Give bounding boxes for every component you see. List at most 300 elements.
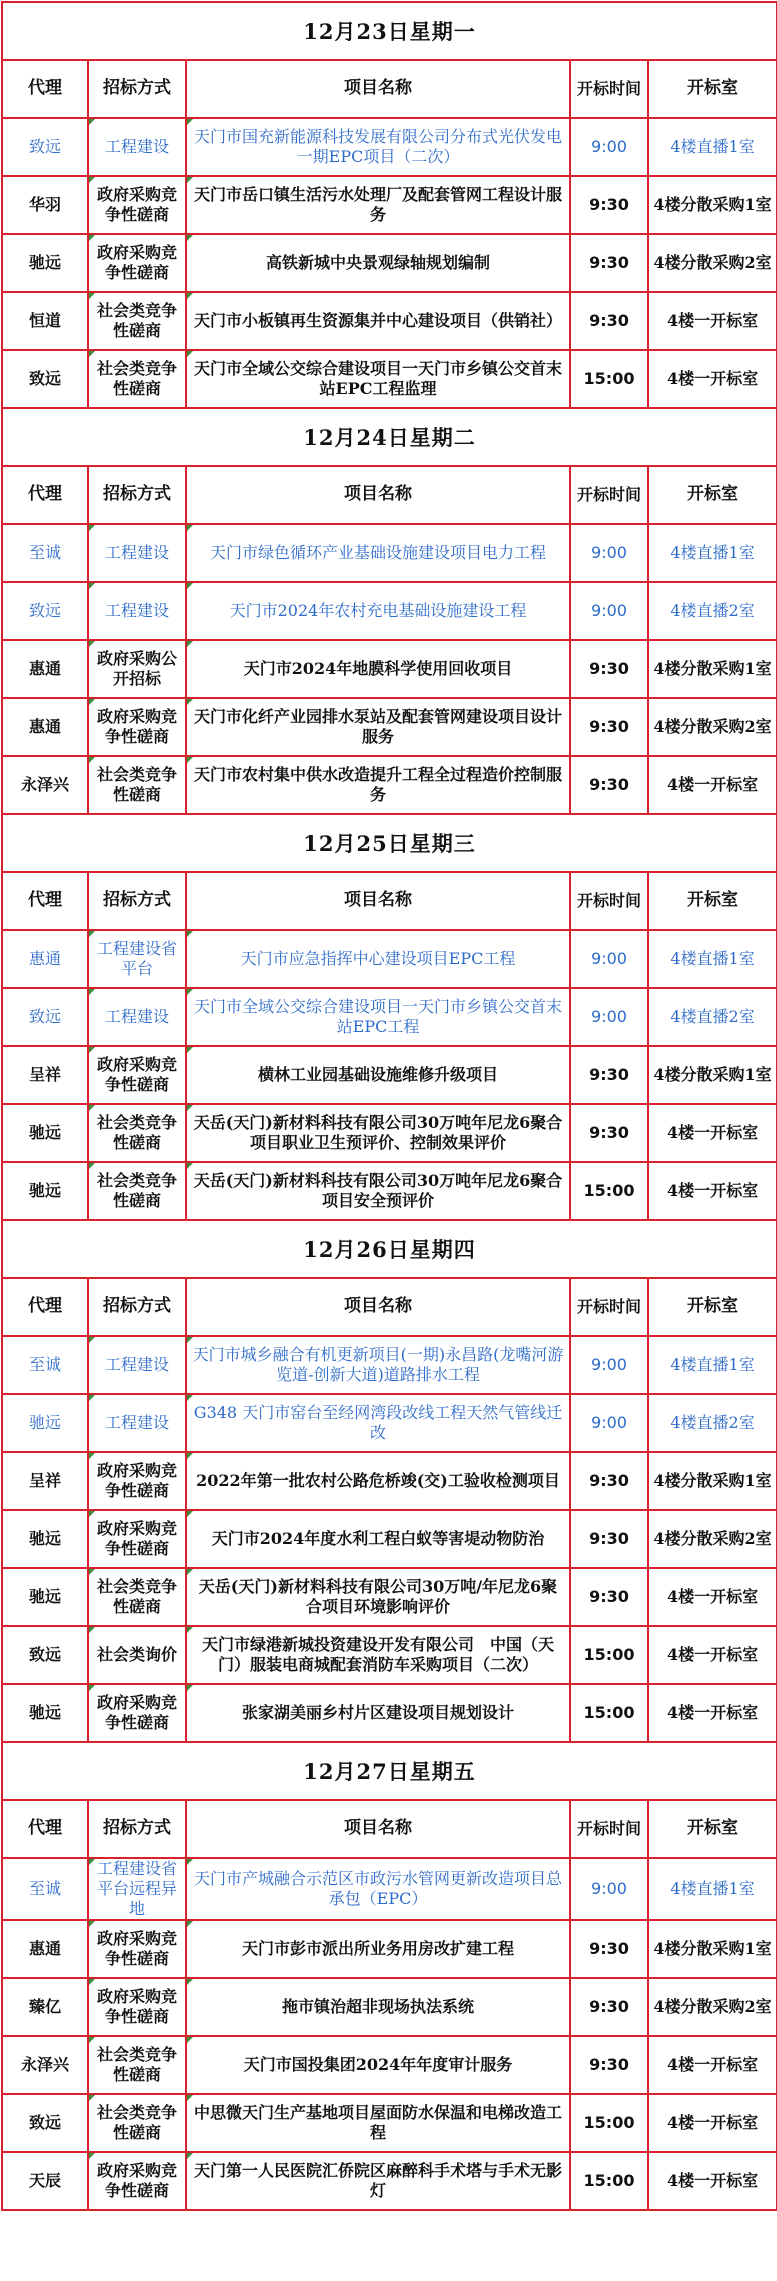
cell-text: 天岳(天门)新材料科技有限公司30万吨年尼龙6聚合项目安全预评价 (193, 1171, 563, 1210)
cell-agent (2, 2094, 88, 2152)
cell-text: 政府采购竞争性磋商 (96, 1987, 177, 2026)
cell-text: 驰远 (28, 1529, 61, 1548)
cell-room (648, 1046, 777, 1104)
cell-text: 天门市产城融合示范区市政污水管网更新改造项目总承包（EPC） (193, 1869, 562, 1908)
table-row (2, 1394, 777, 1452)
cell-agent (2, 1510, 88, 1568)
header-time: 开标时间 (570, 1278, 648, 1336)
cell-text: 社会类竞争性磋商 (96, 2045, 177, 2084)
cell-time (570, 930, 648, 988)
cell-corner-marker-icon (89, 119, 95, 125)
cell-time (570, 1162, 648, 1220)
cell-time (570, 2152, 648, 2210)
cell-agent (2, 234, 88, 292)
cell-time (570, 1626, 648, 1684)
header-method: 招标方式 (88, 1278, 186, 1336)
cell-time (570, 988, 648, 1046)
day-title: 12月26日星期四 (2, 1220, 777, 1278)
cell-text: 4楼分散采购1室 (653, 659, 772, 678)
cell-text: 工程建设 (104, 1355, 169, 1374)
cell-project (186, 292, 570, 350)
header-room: 开标室 (648, 872, 777, 930)
cell-time (570, 2036, 648, 2094)
cell-text: 驰远 (28, 253, 61, 272)
cell-project (186, 1920, 570, 1978)
column-header-row (2, 466, 777, 524)
cell-text: 9:00 (591, 137, 627, 156)
cell-project (186, 1684, 570, 1742)
cell-text: 天门第一人民医院汇侨院区麻醉科手术塔与手术无影灯 (193, 2161, 562, 2200)
cell-text: 社会类竞争性磋商 (96, 2103, 177, 2142)
cell-corner-marker-icon (187, 2153, 193, 2159)
cell-corner-marker-icon (187, 1685, 193, 1691)
cell-text: 永泽兴 (20, 775, 69, 794)
cell-method (88, 234, 186, 292)
cell-time (570, 234, 648, 292)
cell-text: 驰远 (28, 1123, 61, 1142)
cell-corner-marker-icon (187, 1921, 193, 1927)
cell-text: 天门市2024年地膜科学使用回收项目 (243, 659, 513, 678)
day-banner-row (2, 814, 777, 872)
cell-text: 政府采购竞争性磋商 (96, 2161, 177, 2200)
cell-project (186, 2094, 570, 2152)
cell-corner-marker-icon (89, 1569, 95, 1575)
cell-text: 4楼一开标室 (666, 369, 759, 388)
cell-corner-marker-icon (187, 1511, 193, 1517)
cell-text: 政府采购竞争性磋商 (96, 185, 177, 224)
cell-method (88, 1104, 186, 1162)
cell-time (570, 640, 648, 698)
cell-corner-marker-icon (187, 525, 193, 531)
cell-text: 华羽 (28, 195, 61, 214)
cell-agent (2, 1336, 88, 1394)
cell-method (88, 176, 186, 234)
cell-text: 社会类询价 (96, 1645, 177, 1664)
cell-text: 9:00 (591, 543, 627, 562)
cell-text: 天门市农村集中供水改造提升工程全过程造价控制服务 (193, 765, 562, 804)
cell-room (648, 2152, 777, 2210)
cell-text: 呈祥 (28, 1471, 61, 1490)
cell-project (186, 640, 570, 698)
cell-method (88, 640, 186, 698)
cell-room (648, 1978, 777, 2036)
cell-corner-marker-icon (89, 583, 95, 589)
cell-agent (2, 2036, 88, 2094)
cell-corner-marker-icon (89, 1105, 95, 1111)
header-method: 招标方式 (88, 60, 186, 118)
cell-text: 工程建设 (104, 137, 169, 156)
cell-corner-marker-icon (89, 235, 95, 241)
header-time: 开标时间 (570, 60, 648, 118)
cell-agent (2, 2152, 88, 2210)
cell-text: 天门市绿港新城投资建设开发有限公司 中国（天门）服装电商城配套消防车采购项目（二次） (201, 1635, 554, 1674)
cell-text: 天门市应急指挥中心建设项目EPC工程 (240, 949, 516, 968)
table-row (2, 1336, 777, 1394)
cell-room (648, 118, 777, 176)
cell-text: 天岳(天门)新材料科技有限公司30万吨/年尼龙6聚合项目环境影响评价 (198, 1577, 558, 1616)
cell-text: 社会类竞争性磋商 (96, 301, 177, 340)
cell-project (186, 176, 570, 234)
table-row (2, 698, 777, 756)
cell-text: 4楼一开标室 (666, 2055, 759, 2074)
cell-text: 至诚 (28, 543, 61, 562)
table-row (2, 2094, 777, 2152)
cell-text: 15:00 (583, 369, 635, 388)
cell-text: 社会类竞争性磋商 (96, 359, 177, 398)
cell-method (88, 1920, 186, 1978)
table-row (2, 988, 777, 1046)
cell-text: 高铁新城中央景观绿轴规划编制 (265, 253, 490, 272)
cell-text: 4楼直播1室 (670, 949, 755, 968)
cell-method (88, 1336, 186, 1394)
cell-agent (2, 118, 88, 176)
cell-text: 4楼分散采购1室 (653, 1065, 772, 1084)
cell-corner-marker-icon (89, 2095, 95, 2101)
cell-method (88, 118, 186, 176)
cell-text: 4楼一开标室 (666, 775, 759, 794)
cell-corner-marker-icon (89, 1921, 95, 1927)
cell-text: 驰远 (28, 1587, 61, 1606)
cell-project (186, 350, 570, 408)
bid-schedule-table (1, 1, 777, 2211)
cell-agent (2, 1394, 88, 1452)
table-row (2, 1568, 777, 1626)
table-row (2, 930, 777, 988)
table-row (2, 176, 777, 234)
cell-project (186, 118, 570, 176)
cell-text: 拖市镇治超非现场执法系统 (281, 1997, 474, 2016)
cell-text: 9:00 (591, 1355, 627, 1374)
day-title: 12月23日星期一 (2, 2, 777, 60)
cell-agent (2, 988, 88, 1046)
cell-corner-marker-icon (187, 1395, 193, 1401)
table-row (2, 292, 777, 350)
cell-project (186, 1858, 570, 1920)
cell-corner-marker-icon (187, 119, 193, 125)
cell-text: 工程建设 (104, 543, 169, 562)
cell-room (648, 1162, 777, 1220)
cell-time (570, 1046, 648, 1104)
cell-text: 致远 (28, 601, 61, 620)
cell-text: 4楼直播1室 (670, 543, 755, 562)
cell-text: 惠通 (28, 659, 61, 678)
table-row (2, 1626, 777, 1684)
cell-corner-marker-icon (89, 1047, 95, 1053)
cell-text: 致远 (28, 1007, 61, 1026)
cell-project (186, 698, 570, 756)
cell-corner-marker-icon (89, 351, 95, 357)
table-row (2, 756, 777, 814)
cell-text: 致远 (28, 2113, 61, 2132)
cell-text: 政府采购公开招标 (96, 649, 177, 688)
cell-text: G348 天门市窑台至经网湾段改线工程天然气管线迁改 (193, 1403, 563, 1442)
day-banner-row (2, 2, 777, 60)
cell-text: 9:30 (589, 195, 629, 214)
schedule-sheet (1, 1, 776, 2280)
cell-method (88, 350, 186, 408)
header-room: 开标室 (648, 1278, 777, 1336)
table-row (2, 640, 777, 698)
cell-text: 工程建设 (104, 601, 169, 620)
cell-text: 4楼一开标室 (666, 1123, 759, 1142)
cell-method (88, 988, 186, 1046)
cell-corner-marker-icon (89, 989, 95, 995)
cell-corner-marker-icon (89, 641, 95, 647)
cell-text: 工程建设 (104, 1007, 169, 1026)
cell-room (648, 292, 777, 350)
cell-text: 4楼一开标室 (666, 311, 759, 330)
cell-text: 4楼分散采购1室 (653, 1939, 772, 1958)
cell-agent (2, 1104, 88, 1162)
cell-text: 至诚 (28, 1355, 61, 1374)
table-row (2, 1858, 777, 1920)
cell-text: 15:00 (583, 1645, 635, 1664)
cell-text: 9:00 (591, 1413, 627, 1432)
table-row (2, 524, 777, 582)
cell-method (88, 756, 186, 814)
cell-text: 4楼一开标室 (666, 2171, 759, 2190)
cell-room (648, 1568, 777, 1626)
cell-text: 4楼直播1室 (670, 1879, 755, 1898)
cell-agent (2, 1452, 88, 1510)
cell-corner-marker-icon (187, 931, 193, 937)
cell-text: 政府采购竞争性磋商 (96, 1693, 177, 1732)
cell-room (648, 1626, 777, 1684)
cell-corner-marker-icon (187, 1569, 193, 1575)
cell-agent (2, 1978, 88, 2036)
cell-room (648, 1858, 777, 1920)
cell-text: 天门市化纤产业园排水泵站及配套管网建设项目设计服务 (193, 707, 562, 746)
cell-corner-marker-icon (89, 931, 95, 937)
cell-text: 9:30 (589, 1065, 629, 1084)
cell-corner-marker-icon (187, 1859, 193, 1865)
cell-method (88, 1858, 186, 1920)
cell-room (648, 1510, 777, 1568)
cell-corner-marker-icon (89, 1859, 95, 1865)
cell-time (570, 292, 648, 350)
cell-room (648, 524, 777, 582)
cell-corner-marker-icon (89, 1627, 95, 1633)
cell-corner-marker-icon (187, 1453, 193, 1459)
cell-method (88, 1626, 186, 1684)
cell-text: 9:30 (589, 1587, 629, 1606)
table-row (2, 1978, 777, 2036)
cell-project (186, 2036, 570, 2094)
cell-time (570, 1510, 648, 1568)
header-method: 招标方式 (88, 872, 186, 930)
cell-room (648, 1104, 777, 1162)
header-time: 开标时间 (570, 466, 648, 524)
header-agent: 代理 (2, 1800, 88, 1858)
column-header-row (2, 872, 777, 930)
cell-agent (2, 640, 88, 698)
cell-time (570, 1394, 648, 1452)
cell-text: 9:30 (589, 311, 629, 330)
cell-project (186, 988, 570, 1046)
cell-text: 9:30 (589, 1123, 629, 1142)
cell-text: 15:00 (583, 2113, 635, 2132)
cell-room (648, 1684, 777, 1742)
cell-text: 天门市小板镇再生资源集并中心建设项目（供销社） (193, 311, 562, 330)
cell-time (570, 698, 648, 756)
cell-text: 天门市2024年农村充电基础设施建设工程 (229, 601, 527, 620)
header-project: 项目名称 (186, 60, 570, 118)
cell-text: 天门市城乡融合有机更新项目(一期)永昌路(龙嘴河游览道-创新大道)道路排水工程 (192, 1345, 564, 1384)
cell-corner-marker-icon (187, 1627, 193, 1633)
cell-text: 驰远 (28, 1413, 61, 1432)
cell-room (648, 988, 777, 1046)
cell-method (88, 524, 186, 582)
header-room: 开标室 (648, 60, 777, 118)
cell-corner-marker-icon (187, 1047, 193, 1053)
cell-text: 4楼分散采购2室 (653, 1529, 772, 1548)
cell-text: 9:00 (591, 601, 627, 620)
cell-text: 横林工业园基础设施维修升级项目 (257, 1065, 498, 1084)
cell-project (186, 930, 570, 988)
header-agent: 代理 (2, 1278, 88, 1336)
cell-method (88, 1162, 186, 1220)
cell-corner-marker-icon (187, 177, 193, 183)
cell-text: 9:00 (591, 1007, 627, 1026)
cell-corner-marker-icon (89, 1685, 95, 1691)
bid-schedule-body (2, 2, 777, 2210)
cell-corner-marker-icon (187, 757, 193, 763)
day-banner-row (2, 1220, 777, 1278)
cell-text: 政府采购竞争性磋商 (96, 243, 177, 282)
cell-corner-marker-icon (187, 1979, 193, 1985)
cell-text: 工程建设省平台远程异地 (96, 1859, 177, 1918)
cell-method (88, 1568, 186, 1626)
cell-project (186, 582, 570, 640)
cell-text: 天门市绿色循环产业基础设施建设项目电力工程 (209, 543, 546, 562)
table-row (2, 582, 777, 640)
cell-room (648, 1336, 777, 1394)
cell-text: 社会类竞争性磋商 (96, 1577, 177, 1616)
cell-text: 驰远 (28, 1181, 61, 1200)
cell-method (88, 1510, 186, 1568)
cell-corner-marker-icon (187, 1163, 193, 1169)
cell-corner-marker-icon (187, 351, 193, 357)
cell-project (186, 1510, 570, 1568)
cell-method (88, 2152, 186, 2210)
cell-time (570, 1978, 648, 2036)
cell-time (570, 118, 648, 176)
cell-method (88, 2036, 186, 2094)
cell-text: 政府采购竞争性磋商 (96, 1519, 177, 1558)
cell-time (570, 756, 648, 814)
cell-text: 15:00 (583, 1181, 635, 1200)
cell-text: 9:30 (589, 253, 629, 272)
cell-text: 4楼一开标室 (666, 2113, 759, 2132)
cell-text: 9:00 (591, 949, 627, 968)
cell-text: 臻亿 (28, 1997, 61, 2016)
cell-agent (2, 1920, 88, 1978)
cell-text: 9:30 (589, 1529, 629, 1548)
cell-corner-marker-icon (89, 1395, 95, 1401)
cell-room (648, 582, 777, 640)
cell-text: 4楼直播1室 (670, 137, 755, 156)
cell-text: 惠通 (28, 1939, 61, 1958)
cell-text: 张家湖美丽乡村片区建设项目规划设计 (241, 1703, 514, 1722)
cell-project (186, 1336, 570, 1394)
cell-corner-marker-icon (89, 293, 95, 299)
cell-text: 4楼直播2室 (670, 601, 755, 620)
cell-method (88, 292, 186, 350)
cell-project (186, 1978, 570, 2036)
cell-agent (2, 756, 88, 814)
cell-agent (2, 930, 88, 988)
cell-text: 政府采购竞争性磋商 (96, 1929, 177, 1968)
table-row (2, 1104, 777, 1162)
cell-corner-marker-icon (89, 1453, 95, 1459)
table-row (2, 118, 777, 176)
cell-project (186, 1162, 570, 1220)
cell-text: 4楼分散采购2室 (653, 1997, 772, 2016)
header-room: 开标室 (648, 466, 777, 524)
day-banner-row (2, 408, 777, 466)
cell-method (88, 930, 186, 988)
cell-agent (2, 1858, 88, 1920)
cell-text: 致远 (28, 137, 61, 156)
cell-agent (2, 176, 88, 234)
cell-text: 驰远 (28, 1703, 61, 1722)
cell-text: 天门市2024年度水利工程白蚁等害堤动物防治 (211, 1529, 545, 1548)
cell-time (570, 582, 648, 640)
cell-corner-marker-icon (89, 177, 95, 183)
cell-corner-marker-icon (187, 1105, 193, 1111)
cell-text: 永泽兴 (20, 2055, 69, 2074)
cell-text: 9:30 (589, 1471, 629, 1490)
table-row (2, 2036, 777, 2094)
cell-corner-marker-icon (187, 2095, 193, 2101)
cell-project (186, 1104, 570, 1162)
cell-room (648, 698, 777, 756)
cell-text: 天门市全域公交综合建设项目一天门市乡镇公交首末站EPC工程监理 (193, 359, 562, 398)
cell-text: 4楼分散采购2室 (653, 253, 772, 272)
table-row (2, 1046, 777, 1104)
header-project: 项目名称 (186, 1800, 570, 1858)
cell-text: 4楼分散采购2室 (653, 717, 772, 736)
cell-text: 工程建设 (104, 1413, 169, 1432)
cell-text: 天门市岳口镇生活污水处理厂及配套管网工程设计服务 (193, 185, 562, 224)
cell-corner-marker-icon (89, 525, 95, 531)
cell-text: 天辰 (28, 2171, 61, 2190)
cell-method (88, 1684, 186, 1742)
cell-corner-marker-icon (187, 293, 193, 299)
cell-project (186, 234, 570, 292)
cell-text: 天门市彭市派出所业务用房改扩建工程 (241, 1939, 514, 1958)
cell-text: 9:30 (589, 2055, 629, 2074)
cell-text: 4楼直播1室 (670, 1355, 755, 1374)
cell-text: 4楼一开标室 (666, 1181, 759, 1200)
cell-time (570, 1336, 648, 1394)
cell-corner-marker-icon (187, 699, 193, 705)
cell-project (186, 2152, 570, 2210)
cell-time (570, 1452, 648, 1510)
cell-text: 工程建设省平台 (96, 939, 177, 978)
cell-agent (2, 1568, 88, 1626)
header-agent: 代理 (2, 466, 88, 524)
cell-project (186, 1568, 570, 1626)
cell-method (88, 698, 186, 756)
table-row (2, 1920, 777, 1978)
cell-room (648, 640, 777, 698)
cell-project (186, 1046, 570, 1104)
cell-text: 15:00 (583, 2171, 635, 2190)
cell-project (186, 756, 570, 814)
cell-project (186, 1626, 570, 1684)
cell-method (88, 1394, 186, 1452)
